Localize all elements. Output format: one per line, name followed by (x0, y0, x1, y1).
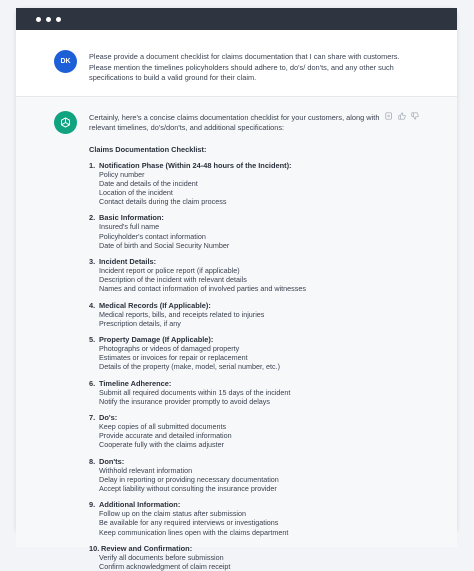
message-actions (385, 112, 419, 120)
checklist-item: Medical reports, bills, and receipts related to injuries (99, 310, 389, 319)
checklist-section (89, 161, 389, 207)
user-message-text: Please provide a document checklist for claims documentation that I can share with customers. Please mention the timelines policyholders should adhere to, do's/ don'ts, and any other such specifications to build a valid ground for their claim. (89, 52, 409, 84)
thumbs-down-icon[interactable] (411, 112, 419, 120)
chat-window (16, 8, 457, 530)
assistant-intro: Certainly, here's a concise claims documentation checklist for your customers, along with relevant timelines, do's/don'ts, and additional specifications: (89, 113, 389, 134)
checklist-item: Policy number (99, 170, 389, 179)
window-dot-icon (46, 17, 51, 22)
checklist-section-number: 9. (89, 500, 99, 509)
checklist-section-title (89, 257, 389, 266)
checklist-section (89, 257, 389, 294)
checklist-section-title (89, 213, 389, 222)
checklist-item: Keep communication lines open with the claims department (99, 528, 389, 537)
checklist-section-number: 3. (89, 257, 99, 266)
checklist-item: Details of the property (make, model, serial number, etc.) (99, 362, 389, 371)
checklist-item: Description of the incident with relevant details (99, 275, 389, 284)
checklist-section-title-text: Medical Records (If Applicable): (99, 301, 211, 310)
checklist-section-title (89, 413, 389, 422)
checklist-section (89, 500, 389, 537)
checklist-section-title-text: Timeline Adherence: (99, 379, 171, 388)
checklist-items (89, 344, 389, 372)
checklist-section-number: 4. (89, 301, 99, 310)
checklist-items (89, 553, 389, 571)
checklist-section (89, 213, 389, 250)
checklist-section-title-text: Basic Information: (99, 213, 164, 222)
window-dot-icon (36, 17, 41, 22)
assistant-message (16, 97, 457, 547)
checklist-item: Cooperate fully with the claims adjuster (99, 440, 389, 449)
checklist-section (89, 335, 389, 372)
checklist-items (89, 222, 389, 250)
window-dot-icon (56, 17, 61, 22)
checklist-items (89, 466, 389, 494)
assistant-avatar (54, 111, 77, 134)
checklist-section (89, 379, 389, 406)
checklist-items (89, 266, 389, 294)
checklist-sections (89, 161, 389, 571)
checklist-item: Prescription details, if any (99, 319, 389, 328)
checklist-section-number: 2. (89, 213, 99, 222)
checklist-section-number: 5. (89, 335, 99, 344)
checklist-item: Incident report or police report (if applicable) (99, 266, 389, 275)
checklist-section-title-text: Incident Details: (99, 257, 156, 266)
checklist-section (89, 544, 389, 571)
checklist-section-title-text: Do's: (99, 413, 117, 422)
checklist-item: Names and contact information of involved parties and witnesses (99, 284, 389, 293)
checklist-items (89, 422, 389, 450)
checklist-item: Date and details of the incident (99, 179, 389, 188)
checklist-section-title-text: Review and Confirmation: (101, 544, 192, 553)
checklist-item: Contact details during the claim process (99, 197, 389, 206)
checklist-section-title (89, 301, 389, 310)
checklist-section-number: 1. (89, 161, 99, 170)
checklist-section-title (89, 500, 389, 509)
assistant-message-content (89, 111, 389, 531)
checklist-section (89, 457, 389, 494)
checklist-item: Location of the incident (99, 188, 389, 197)
checklist-section-title (89, 457, 389, 466)
checklist-section-title (89, 544, 389, 553)
checklist-item: Be available for any required interviews or investigations (99, 518, 389, 527)
checklist-item: Verify all documents before submission (99, 553, 389, 562)
checklist-item: Notify the insurance provider promptly to avoid delays (99, 397, 389, 406)
user-avatar-initials: DK (60, 58, 70, 65)
checklist-item: Provide accurate and detailed information (99, 431, 389, 440)
checklist-item: Submit all required documents within 15 days of the incident (99, 388, 389, 397)
checklist-items (89, 388, 389, 406)
checklist-section-title-text: Don'ts: (99, 457, 124, 466)
checklist-section-number: 7. (89, 413, 99, 422)
user-avatar (54, 50, 77, 73)
checklist-items (89, 170, 389, 207)
checklist-item: Policyholder's contact information (99, 232, 389, 241)
checklist-section-title-text: Property Damage (If Applicable): (99, 335, 213, 344)
checklist-section-number: 10. (89, 544, 101, 553)
checklist-items (89, 310, 389, 328)
checklist-section-title (89, 379, 389, 388)
checklist-item: Withhold relevant information (99, 466, 389, 475)
checklist-item: Photographs or videos of damaged property (99, 344, 389, 353)
checklist-section-title (89, 161, 389, 170)
thumbs-up-icon[interactable] (398, 112, 406, 120)
checklist-item: Follow up on the claim status after submission (99, 509, 389, 518)
checklist-section-title-text: Additional Information: (99, 500, 180, 509)
checklist-section (89, 301, 389, 328)
user-message (16, 30, 457, 96)
checklist-items (89, 509, 389, 537)
checklist-section-number: 6. (89, 379, 99, 388)
checklist-item: Confirm acknowledgment of claim receipt (99, 562, 389, 571)
checklist-section-title-text: Notification Phase (Within 24-48 hours of the Incident): (99, 161, 292, 170)
checklist-item: Keep copies of all submitted documents (99, 422, 389, 431)
checklist-item: Accept liability without consulting the insurance provider (99, 484, 389, 493)
checklist-section-number: 8. (89, 457, 99, 466)
copy-icon[interactable] (385, 112, 393, 120)
checklist-item: Delay in reporting or providing necessary documentation (99, 475, 389, 484)
checklist-item: Insured's full name (99, 222, 389, 231)
window-titlebar (16, 8, 457, 30)
openai-logo-icon (59, 116, 72, 129)
checklist-item: Date of birth and Social Security Number (99, 241, 389, 250)
checklist-item: Estimates or invoices for repair or replacement (99, 353, 389, 362)
checklist-section-title (89, 335, 389, 344)
checklist-section (89, 413, 389, 450)
checklist-heading: Claims Documentation Checklist: (89, 145, 389, 154)
